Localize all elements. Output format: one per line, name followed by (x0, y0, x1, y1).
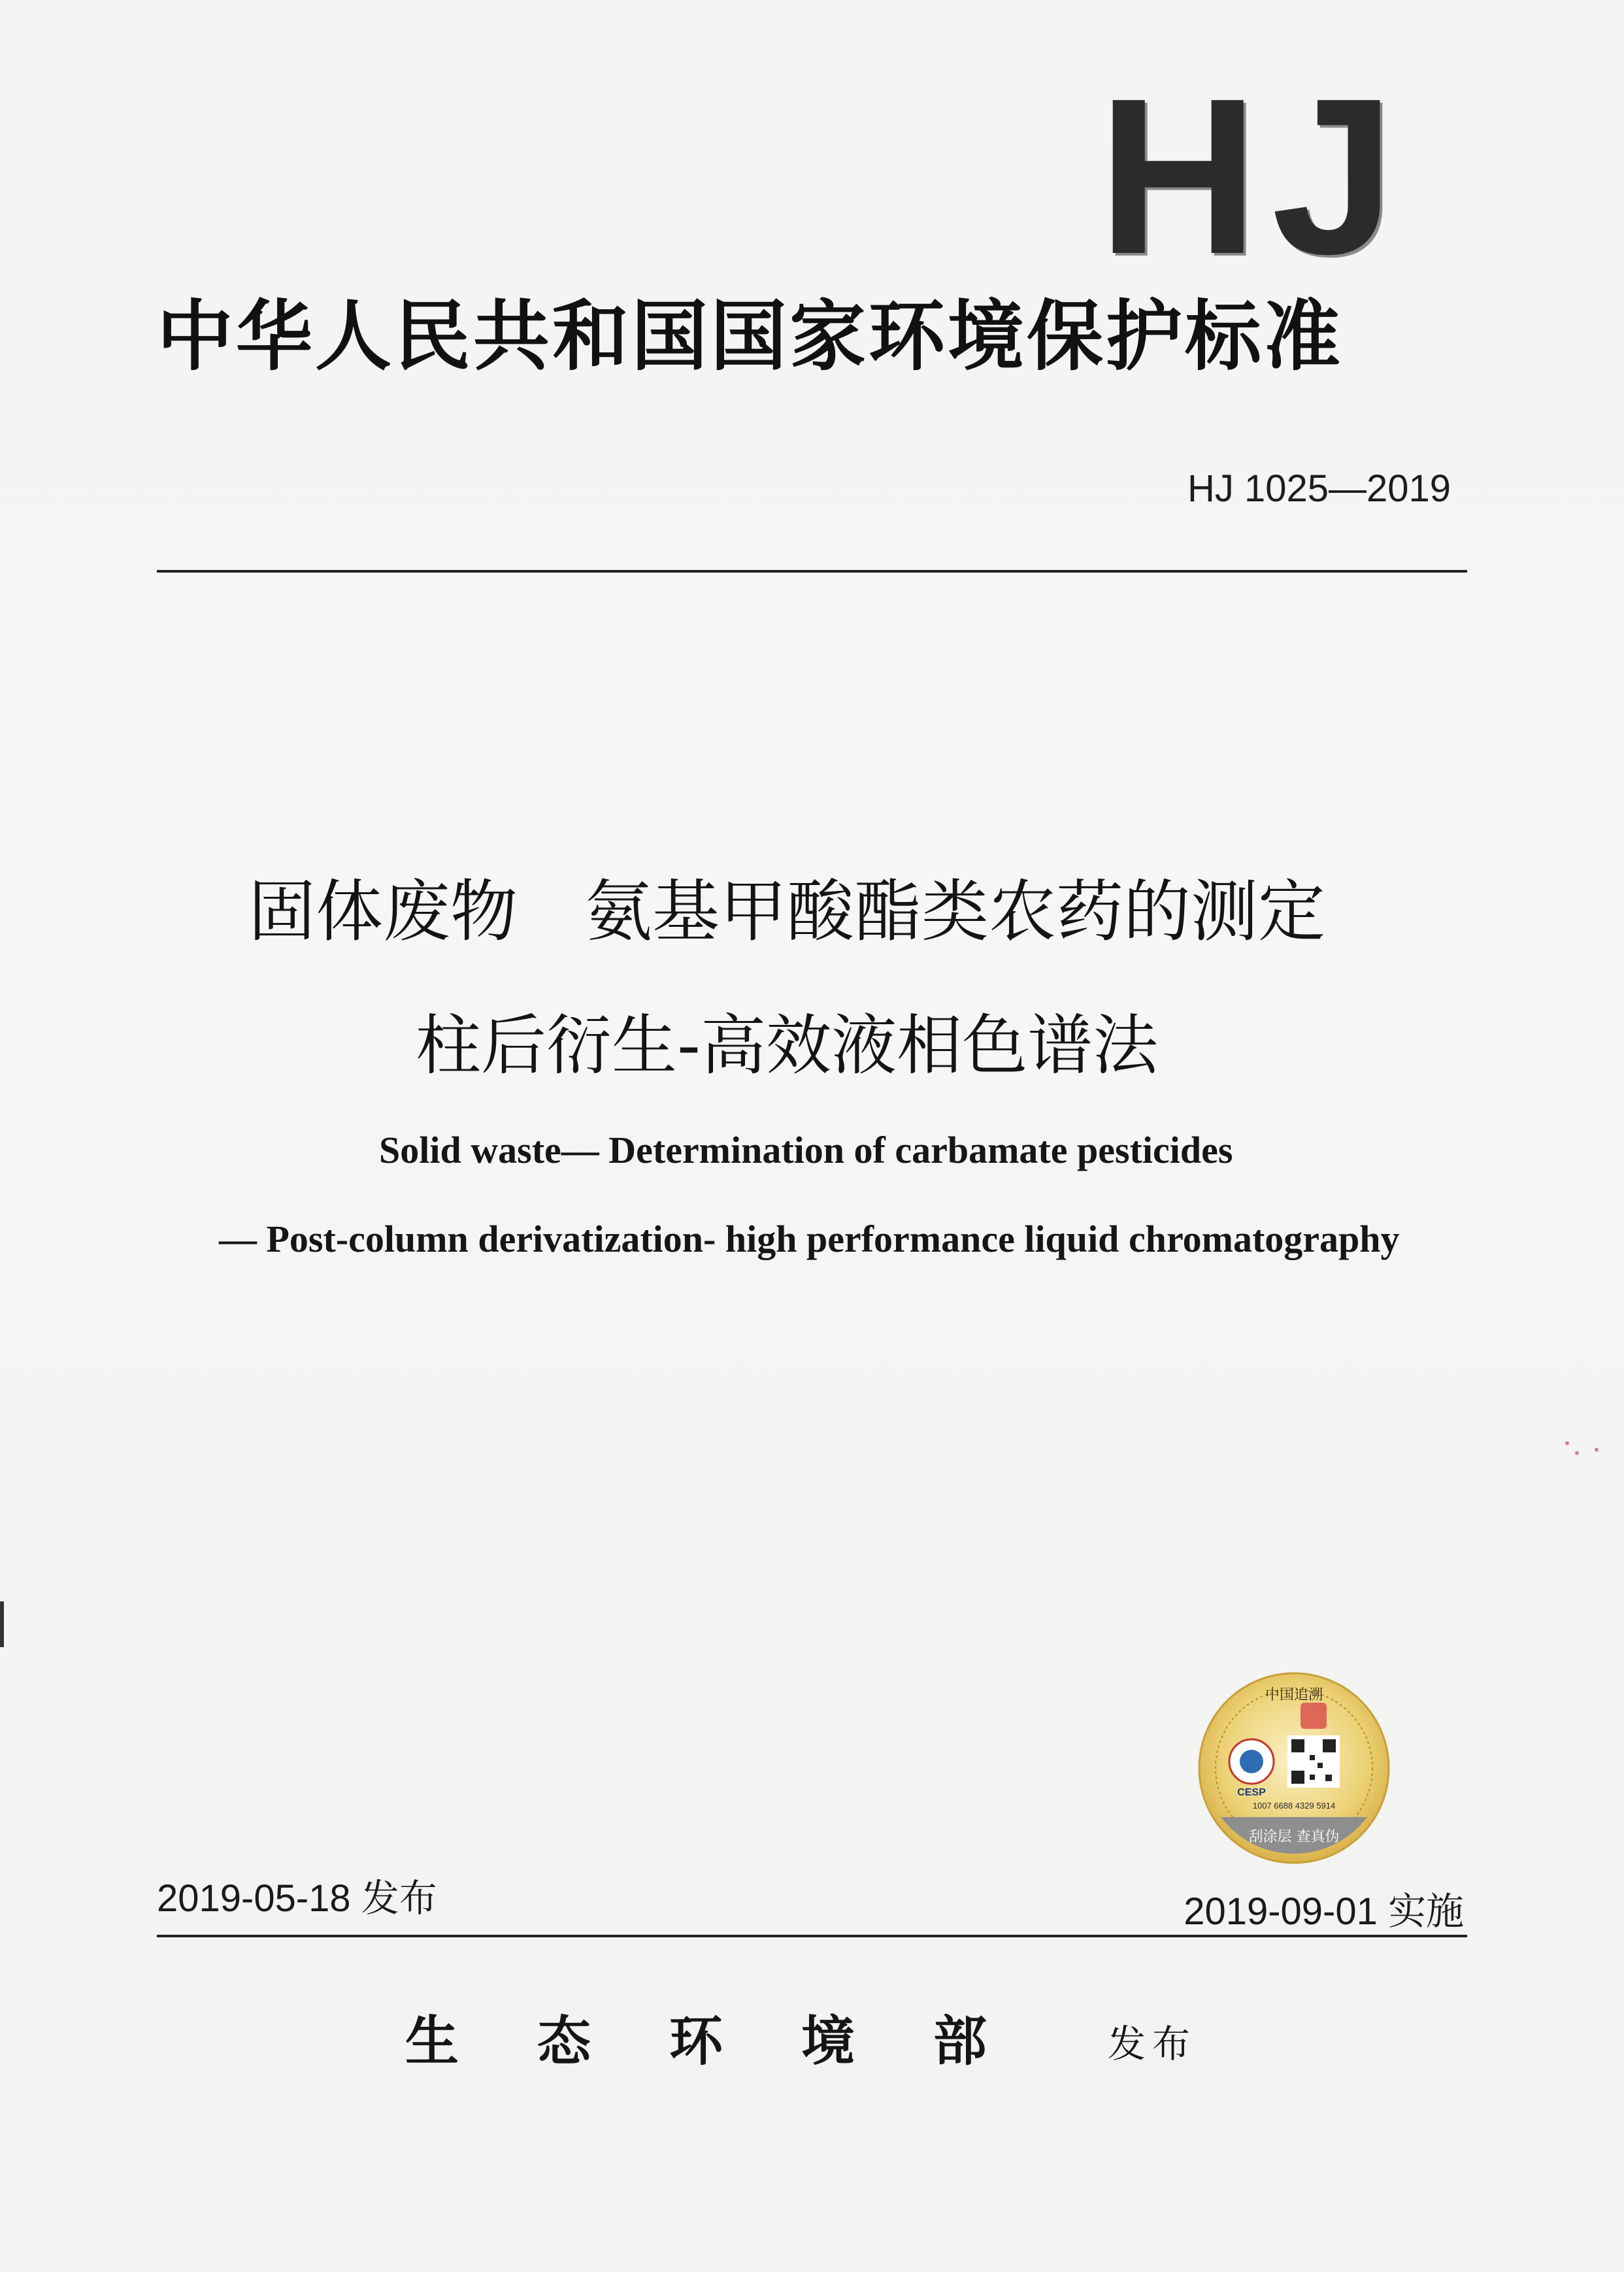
scan-edge-mark (0, 1601, 4, 1647)
ink-speck (1595, 1448, 1599, 1452)
seal-scratch-label: 刮涂层 查真伪 (1248, 1829, 1340, 1845)
publisher-name: 生态环境部 (405, 2010, 1066, 2073)
issue-date: 2019-05-18 发布 (157, 1877, 437, 1920)
cn-title-line2: 柱后衍生-高效液相色谱法 (416, 1007, 1159, 1084)
seal-code-text: 1007 6688 4329 5914 (1252, 1801, 1336, 1811)
footer-divider (157, 1935, 1467, 1937)
seal-center-text: CESP (1237, 1787, 1266, 1798)
en-title-line1: Solid waste— Determination of carbamate pesticides (379, 1129, 1233, 1171)
hj-logo: HJ (1098, 52, 1408, 301)
seal-top-text: 中国追溯 (1265, 1687, 1323, 1703)
ink-speck (1575, 1451, 1579, 1455)
anti-counterfeit-seal-icon (1196, 1670, 1392, 1866)
standard-number: HJ 1025—2019 (1187, 467, 1451, 510)
implementation-date: 2019-09-01 实施 (1184, 1890, 1464, 1933)
en-title-line2: — Post-column derivatization- high performance liquid chromatography (219, 1218, 1400, 1260)
cn-title-line1: 固体废物 氨基甲酸酯类农药的测定 (248, 873, 1325, 951)
header-divider (157, 570, 1467, 573)
national-standard-title: 中华人民共和国国家环境保护标准 (157, 292, 1344, 381)
publisher-suffix: 发布 (1108, 2022, 1197, 2066)
ink-speck (1565, 1441, 1569, 1445)
seal-graphic (1196, 1670, 1392, 1866)
